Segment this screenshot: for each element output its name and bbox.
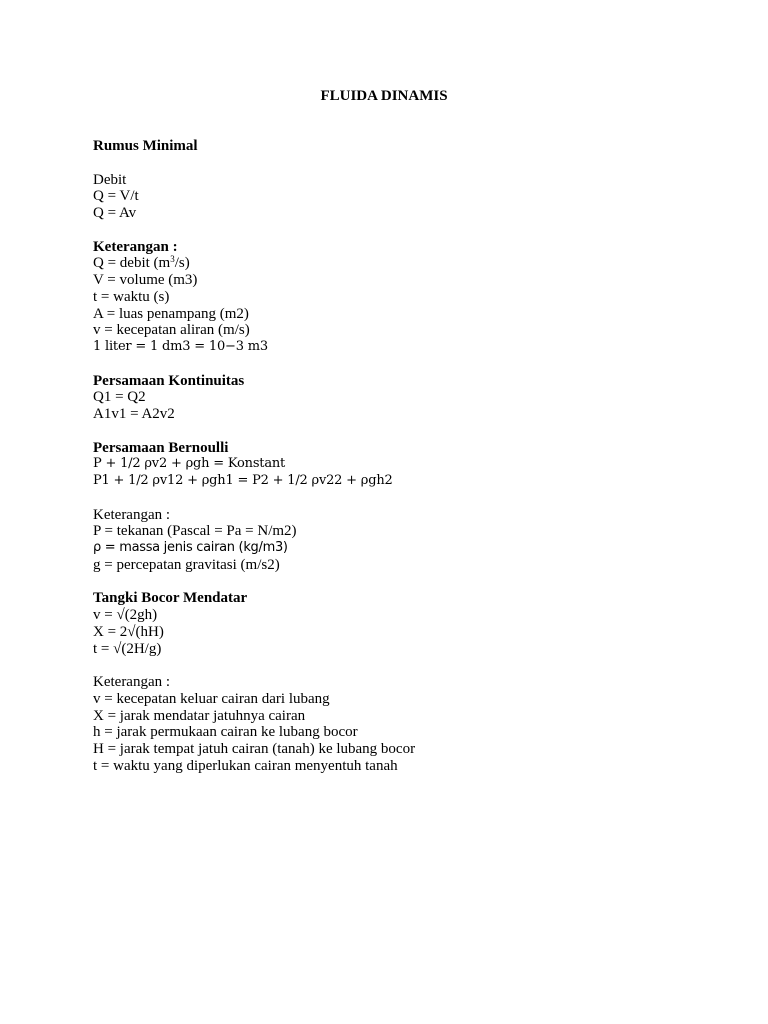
q-prefix: Q = debit (m — [93, 255, 171, 272]
section-heading-keterangan: Keterangan : — [93, 506, 171, 523]
section-heading-keterangan: Keterangan : — [93, 674, 171, 690]
section-heading-rumus: Rumus Minimal — [93, 138, 198, 154]
q-superscript: 3 — [170, 254, 175, 265]
formula-line: A1v1 = A2v2 — [93, 406, 175, 422]
definition-line: t = waktu (s) — [93, 288, 170, 305]
formula-line: X = 2√(hH) — [93, 623, 164, 640]
formula-line: t = √(2H/g) — [93, 640, 162, 657]
definition-line: v = kecepatan keluar cairan dari lubang — [93, 690, 330, 707]
conversion-line: 1 liter = 1 dm3 = 10−3 m3 — [93, 339, 268, 354]
definition-line: A = luas penampang (m2) — [93, 305, 249, 322]
definition-line: V = volume (m3) — [93, 272, 198, 288]
bernoulli-equation-expanded: P1 + 1/2 ρv12 + ρgh1 = P2 + 1/2 ρv22 + ρgh2 — [93, 473, 393, 488]
bernoulli-equation: P + 1/2 ρv2 + ρgh = Konstant — [93, 456, 286, 472]
document-title: FLUIDA DINAMIS — [320, 88, 448, 104]
spacer — [93, 356, 693, 373]
definition-line-p: P = tekanan (Pascal = Pa = N/m2) — [93, 523, 297, 540]
spacer — [93, 423, 693, 440]
definition-line-g: g = percepatan gravitasi (m/s2) — [93, 556, 280, 573]
section-heading-bernoulli: Persamaan Bernoulli — [93, 439, 229, 456]
formula-line: Q = V/t — [93, 188, 139, 205]
definition-line: t = waktu yang diperlukan cairan menyentuh tanah — [93, 757, 398, 774]
section-heading-tangki: Tangki Bocor Mendatar — [93, 590, 248, 607]
definition-line-q — [93, 255, 693, 272]
spacer — [93, 574, 693, 591]
definition-line-rho: ρ = massa jenis cairan (kg/m3) — [93, 540, 288, 555]
formula-line: v = √(2gh) — [93, 607, 158, 623]
definition-line: H = jarak tempat jatuh cairan (tanah) ke lubang bocor — [93, 741, 416, 757]
definition-line: h = jarak permukaan cairan ke lubang bocor — [93, 724, 358, 741]
spacer — [93, 490, 693, 507]
spacer — [93, 657, 693, 674]
spacer — [93, 222, 693, 239]
document-body — [93, 138, 693, 775]
section-heading-kontinuitas: Persamaan Kontinuitas — [93, 372, 245, 389]
definition-line: X = jarak mendatar jatuhnya cairan — [93, 707, 306, 724]
definition-line: v = kecepatan aliran (m/s) — [93, 322, 250, 339]
q-suffix: /s) — [174, 255, 190, 272]
section-heading-keterangan: Keterangan : — [93, 238, 178, 255]
formula-line: Q1 = Q2 — [93, 389, 146, 406]
formula-line: Q = Av — [93, 205, 137, 221]
spacer — [93, 155, 693, 172]
debit-label: Debit — [93, 171, 127, 188]
